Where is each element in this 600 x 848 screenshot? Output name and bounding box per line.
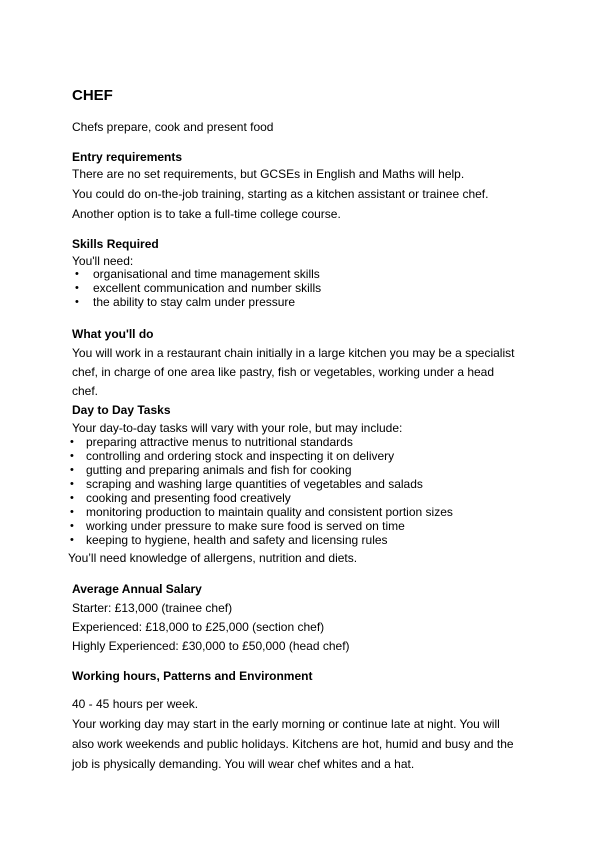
tasks-after-text: You’ll need knowledge of allergens, nutrition and diets. <box>68 551 358 565</box>
list-item: • excellent communication and number skills <box>72 282 321 296</box>
skills-lead: You'll need: <box>72 254 134 268</box>
what-line: chef, in charge of one area like pastry, fish or vegetables, working under a head <box>72 365 495 379</box>
tasks-list <box>70 435 453 547</box>
entry-line: There are no set requirements, but GCSEs in English and Maths will help. <box>72 167 465 181</box>
list-item: • the ability to stay calm under pressure <box>72 296 321 310</box>
list-item: • keeping to hygiene, health and safety and licensing rules <box>70 533 453 547</box>
list-item: • monitoring production to maintain quality and consistent portion sizes <box>70 505 453 519</box>
list-item: • organisational and time management skills <box>72 268 321 282</box>
skills-heading: Skills Required <box>72 237 159 251</box>
list-item: • controlling and ordering stock and inspecting it on delivery <box>70 449 453 463</box>
tasks-heading: Day to Day Tasks <box>72 403 171 417</box>
list-item: • scraping and washing large quantities of vegetables and salads <box>70 477 453 491</box>
list-item: • gutting and preparing animals and fish for cooking <box>70 463 453 477</box>
tasks-lead: Your day-to-day tasks will vary with your role, but may include: <box>72 421 403 435</box>
skills-list <box>72 268 321 309</box>
hours-heading: Working hours, Patterns and Environment <box>72 669 313 683</box>
list-item: • preparing attractive menus to nutritional standards <box>70 435 453 449</box>
what-you-do-heading: What you'll do <box>72 327 154 341</box>
hours-line: Your working day may start in the early morning or continue late at night. You will <box>72 717 500 731</box>
what-line: You will work in a restaurant chain initially in a large kitchen you may be a specialist <box>72 346 515 360</box>
hours-line: also work weekends and public holidays. Kitchens are hot, humid and busy and the <box>72 737 514 751</box>
salary-heading: Average Annual Salary <box>72 582 202 596</box>
entry-line: You could do on-the-job training, starting as a kitchen assistant or trainee chef. <box>72 187 489 201</box>
salary-line: Experienced: £18,000 to £25,000 (section chef) <box>72 620 325 634</box>
entry-line: Another option is to take a full-time college course. <box>72 207 341 221</box>
hours-line: job is physically demanding. You will wear chef whites and a hat. <box>72 757 415 771</box>
list-item: • cooking and presenting food creatively <box>70 491 453 505</box>
salary-line: Highly Experienced: £30,000 to £50,000 (head chef) <box>72 639 350 653</box>
list-item: • working under pressure to make sure food is served on time <box>70 519 453 533</box>
entry-requirements-heading: Entry requirements <box>72 150 183 164</box>
hours-line: 40 - 45 hours per week. <box>72 697 199 711</box>
salary-line: Starter: £13,000 (trainee chef) <box>72 601 233 615</box>
what-line: chef. <box>72 384 99 398</box>
page-title: CHEF <box>72 87 113 104</box>
intro-text: Chefs prepare, cook and present food <box>72 120 274 134</box>
